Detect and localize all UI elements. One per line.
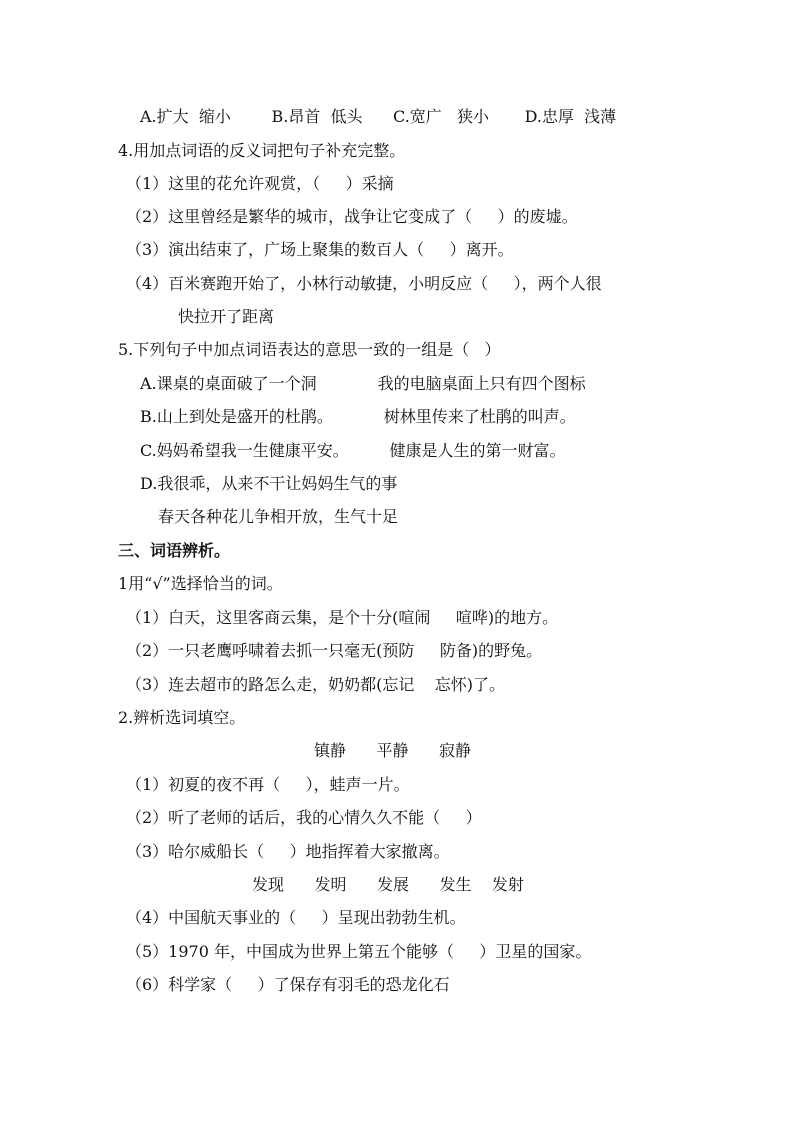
s3-q2-item-6: （6）科学家（ ）了保存有羽毛的恐龙化石 bbox=[126, 975, 450, 994]
s3-q2-item-1: （1）初夏的夜不再（ ），蛙声一片。 bbox=[126, 775, 410, 794]
s3-q2-item-4: （4）中国航天事业的（ ）呈现出勃勃生机。 bbox=[126, 908, 466, 927]
q5-option-d: D.我很乖，从来不干让妈妈生气的事 bbox=[140, 474, 398, 493]
s3-q2-item-3: （3）哈尔威船长（ ）地指挥着大家撤离。 bbox=[126, 842, 450, 861]
s3-q2-item-5: （5）1970 年，中国成为世界上第五个能够（ ）卫星的国家。 bbox=[126, 942, 592, 961]
q3-options: A.扩大 缩小 B.昂首 低头 C.宽广 狭小 D.忠厚 浅薄 bbox=[140, 107, 617, 126]
q4-item-4-continued: 快拉开了距离 bbox=[178, 307, 275, 326]
word-bank-1: 镇静 平静 寂静 bbox=[314, 741, 472, 760]
question-4-title: 4.用加点词语的反义词把句子补充完整。 bbox=[118, 141, 406, 160]
q4-item-4: （4）百米赛跑开始了，小林行动敏捷，小明反应（ ），两个人很 bbox=[126, 274, 602, 293]
q4-item-1: （1）这里的花允许观赏，（ ）采摘 bbox=[126, 174, 394, 193]
q5-option-d-continued: 春天各种花儿争相开放，生气十足 bbox=[158, 507, 399, 526]
q5-option-a: A.课桌的桌面破了一个洞 我的电脑桌面上只有四个图标 bbox=[140, 374, 586, 393]
q5-option-b: B.山上到处是盛开的杜鹃。 树林里传来了杜鹃的叫声。 bbox=[140, 407, 576, 426]
q4-item-2: （2）这里曾经是繁华的城市，战争让它变成了（ ）的废墟。 bbox=[126, 207, 578, 226]
word-bank-2: 发现 发明 发展 发生 发射 bbox=[252, 875, 524, 894]
s3-q2-item-2: （2）听了老师的话后，我的心情久久不能（ ） bbox=[126, 808, 482, 827]
s3-q1-item-3: （3）连去超市的路怎么走，奶奶都(忘记 忘怀)了。 bbox=[126, 675, 506, 694]
section-3-q1-title: 1用“√”选择恰当的词。 bbox=[118, 574, 283, 593]
section-3-heading: 三、词语辨析。 bbox=[118, 541, 231, 560]
s3-q1-item-1: （1）白天，这里客商云集，是个十分(喧闹 喧哗)的地方。 bbox=[126, 608, 559, 627]
section-3-q2-title: 2.辨析选词填空。 bbox=[118, 708, 246, 727]
question-5-title: 5.下列句子中加点词语表达的意思一致的一组是（ ） bbox=[118, 340, 501, 359]
q5-option-c: C.妈妈希望我一生健康平安。 健康是人生的第一财富。 bbox=[140, 441, 566, 460]
q4-item-3: （3）演出结束了，广场上聚集的数百人（ ）离开。 bbox=[126, 240, 514, 259]
s3-q1-item-2: （2）一只老鹰呼啸着去抓一只毫无(预防 防备)的野兔。 bbox=[126, 641, 543, 660]
